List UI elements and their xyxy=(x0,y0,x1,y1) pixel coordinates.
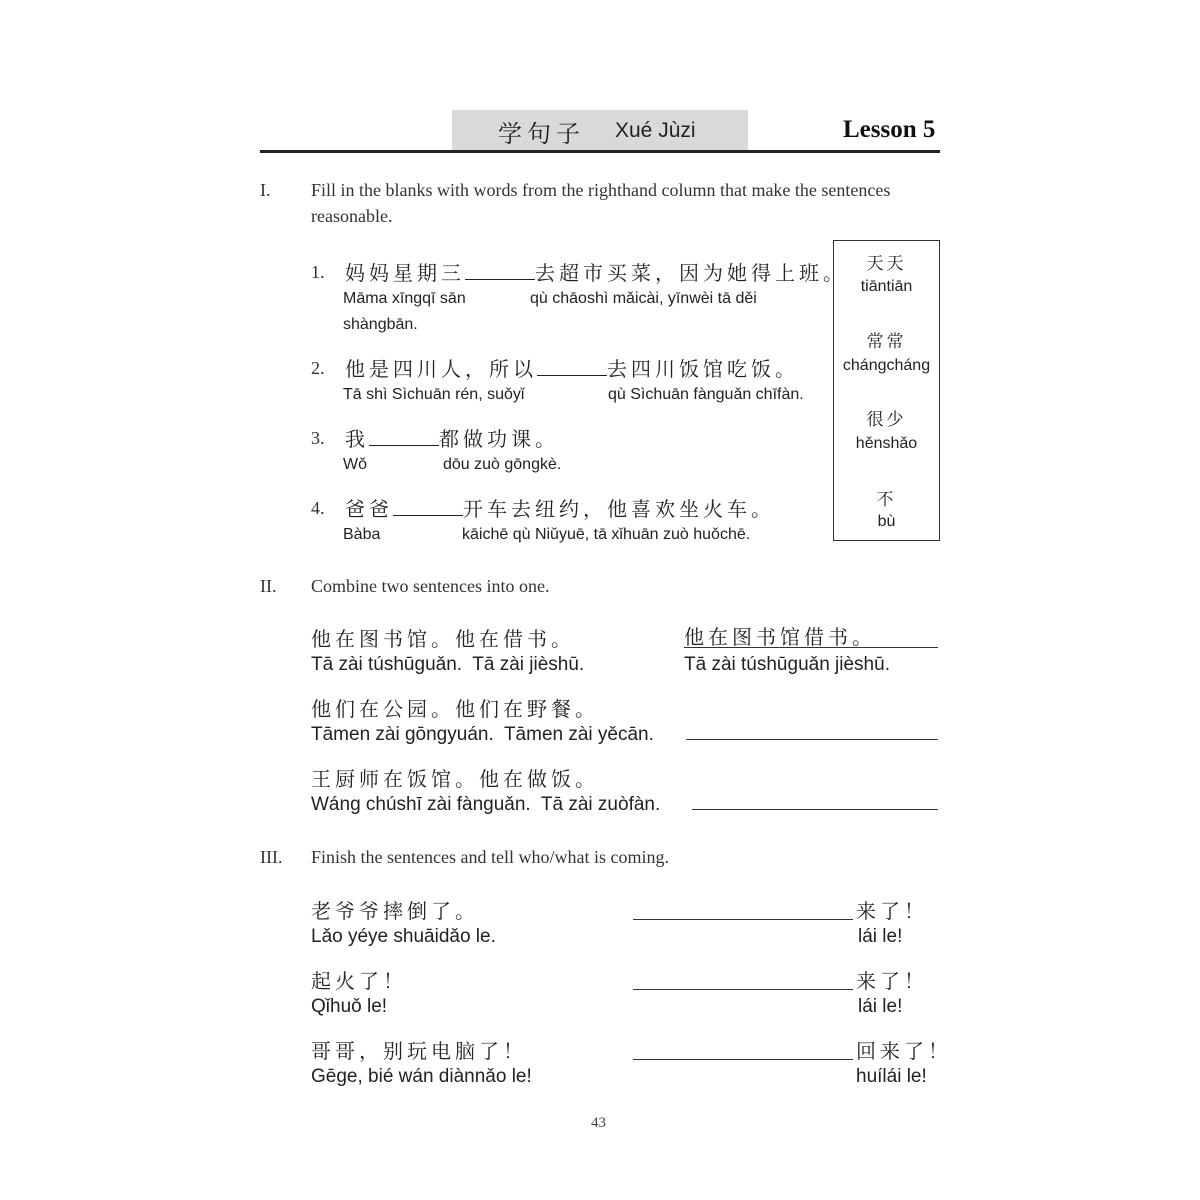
item-4-blank[interactable] xyxy=(393,501,463,516)
finish-3-end-pinyin: huílái le! xyxy=(856,1066,927,1087)
title-chinese: 学句子 xyxy=(498,120,585,148)
word-bank-box xyxy=(833,240,940,541)
combine-1-pinyin: Tā zài túshūguǎn. Tā zài jièshū. xyxy=(311,654,585,675)
item-4-cn-before: 爸爸 xyxy=(345,497,393,521)
section-3-instruction: Finish the sentences and tell who/what is coming. xyxy=(311,847,669,867)
word-bank-py-3: hěnshǎo xyxy=(855,435,918,452)
item-3-number: 3. xyxy=(311,428,325,448)
finish-3-end-chinese: 回来了！ xyxy=(856,1039,952,1063)
finish-2-chinese: 起火了！ xyxy=(311,969,407,993)
combine-1-answer-pinyin: Tā zài túshūguǎn jièshū. xyxy=(684,654,890,675)
combine-2-answer-line[interactable] xyxy=(686,739,938,740)
item-2-pinyin-after: qù Sìchuān fànguǎn chīfàn. xyxy=(608,386,804,403)
item-1-cn-after: 去超市买菜，因为她得上班。 xyxy=(535,261,847,285)
section-1-instruction: Fill in the blanks with words from the righthand column that make the sentences reasonable. xyxy=(311,180,891,226)
item-1-number: 1. xyxy=(311,262,325,282)
lesson-label: Lesson 5 xyxy=(843,116,936,143)
combine-2-chinese: 他们在公园。他们在野餐。 xyxy=(311,697,599,721)
item-2-pinyin-before: Tā shì Sìchuān rén, suǒyǐ xyxy=(343,386,525,403)
finish-3-pinyin: Gēge, bié wán diànnǎo le! xyxy=(311,1066,532,1087)
item-3-pinyin-after: dōu zuò gōngkè. xyxy=(443,456,562,473)
item-2-number: 2. xyxy=(311,358,325,378)
item-2-blank[interactable] xyxy=(537,361,607,376)
item-2-chinese xyxy=(345,353,799,382)
word-bank-py-2: chángcháng xyxy=(842,357,931,374)
item-1-blank[interactable] xyxy=(465,265,535,280)
word-bank-cn-1: 天天 xyxy=(866,254,907,274)
item-1-pinyin-line2: shàngbān. xyxy=(343,316,418,333)
combine-2-pinyin: Tāmen zài gōngyuán. Tāmen zài yěcān. xyxy=(311,724,654,745)
item-3-cn-before: 我 xyxy=(345,427,369,451)
item-1-pinyin-after: qù chāoshì mǎicài, yīnwèi tā děi xyxy=(530,290,757,307)
finish-2-end-pinyin: lái le! xyxy=(858,996,903,1017)
finish-1-pinyin: Lǎo yéye shuāidǎo le. xyxy=(311,926,496,947)
word-bank-cn-4: 不 xyxy=(876,490,897,510)
section-1-number: I. xyxy=(260,180,271,200)
item-1-cn-before: 妈妈星期三 xyxy=(345,261,465,285)
combine-3-chinese: 王厨师在饭馆。他在做饭。 xyxy=(311,767,599,791)
finish-1-answer-line[interactable] xyxy=(633,919,853,920)
word-bank-cn-3: 很少 xyxy=(866,410,907,430)
item-4-number: 4. xyxy=(311,498,325,518)
section-2-instruction: Combine two sentences into one. xyxy=(311,576,550,596)
title-banner xyxy=(452,110,748,150)
combine-1-answer-line[interactable] xyxy=(684,647,938,648)
combine-3-pinyin: Wáng chúshī zài fànguǎn. Tā zài zuòfàn. xyxy=(311,794,661,815)
word-bank-py-4: bù xyxy=(877,513,896,530)
item-3-cn-after: 都做功课。 xyxy=(439,427,559,451)
section-3-number: III. xyxy=(260,847,283,867)
finish-1-chinese: 老爷爷摔倒了。 xyxy=(311,899,479,923)
item-1-chinese xyxy=(345,257,847,286)
item-1-pinyin-before: Māma xīngqī sān xyxy=(343,290,466,307)
word-bank-py-1: tiāntiān xyxy=(860,278,913,295)
combine-1-answer-chinese: 他在图书馆借书。 xyxy=(684,625,876,649)
item-4-cn-after: 开车去纽约，他喜欢坐火车。 xyxy=(463,497,775,521)
title-pinyin: Xué Jùzi xyxy=(615,119,696,142)
finish-3-chinese: 哥哥，别玩电脑了！ xyxy=(311,1039,527,1063)
item-4-chinese xyxy=(345,493,775,522)
item-4-pinyin-before: Bàba xyxy=(343,526,381,543)
item-3-chinese xyxy=(345,423,559,452)
page-number: 43 xyxy=(591,1115,606,1131)
section-2-number: II. xyxy=(260,576,277,596)
item-2-cn-after: 去四川饭馆吃饭。 xyxy=(607,357,799,381)
header-rule xyxy=(260,150,940,153)
combine-3-answer-line[interactable] xyxy=(692,809,938,810)
item-2-cn-before: 他是四川人，所以 xyxy=(345,357,537,381)
finish-2-pinyin: Qǐhuǒ le! xyxy=(311,996,388,1017)
finish-2-end-chinese: 来了！ xyxy=(856,969,928,993)
item-3-pinyin-before: Wǒ xyxy=(343,456,367,473)
word-bank-cn-2: 常常 xyxy=(866,332,907,352)
finish-1-end-pinyin: lái le! xyxy=(858,926,903,947)
finish-1-end-chinese: 来了！ xyxy=(856,899,928,923)
finish-2-answer-line[interactable] xyxy=(633,989,853,990)
item-4-pinyin-after: kāichē qù Niǔyuē, tā xǐhuān zuò huǒchē. xyxy=(462,526,751,543)
finish-3-answer-line[interactable] xyxy=(633,1059,853,1060)
item-3-blank[interactable] xyxy=(369,431,439,446)
combine-1-chinese: 他在图书馆。他在借书。 xyxy=(311,627,575,651)
